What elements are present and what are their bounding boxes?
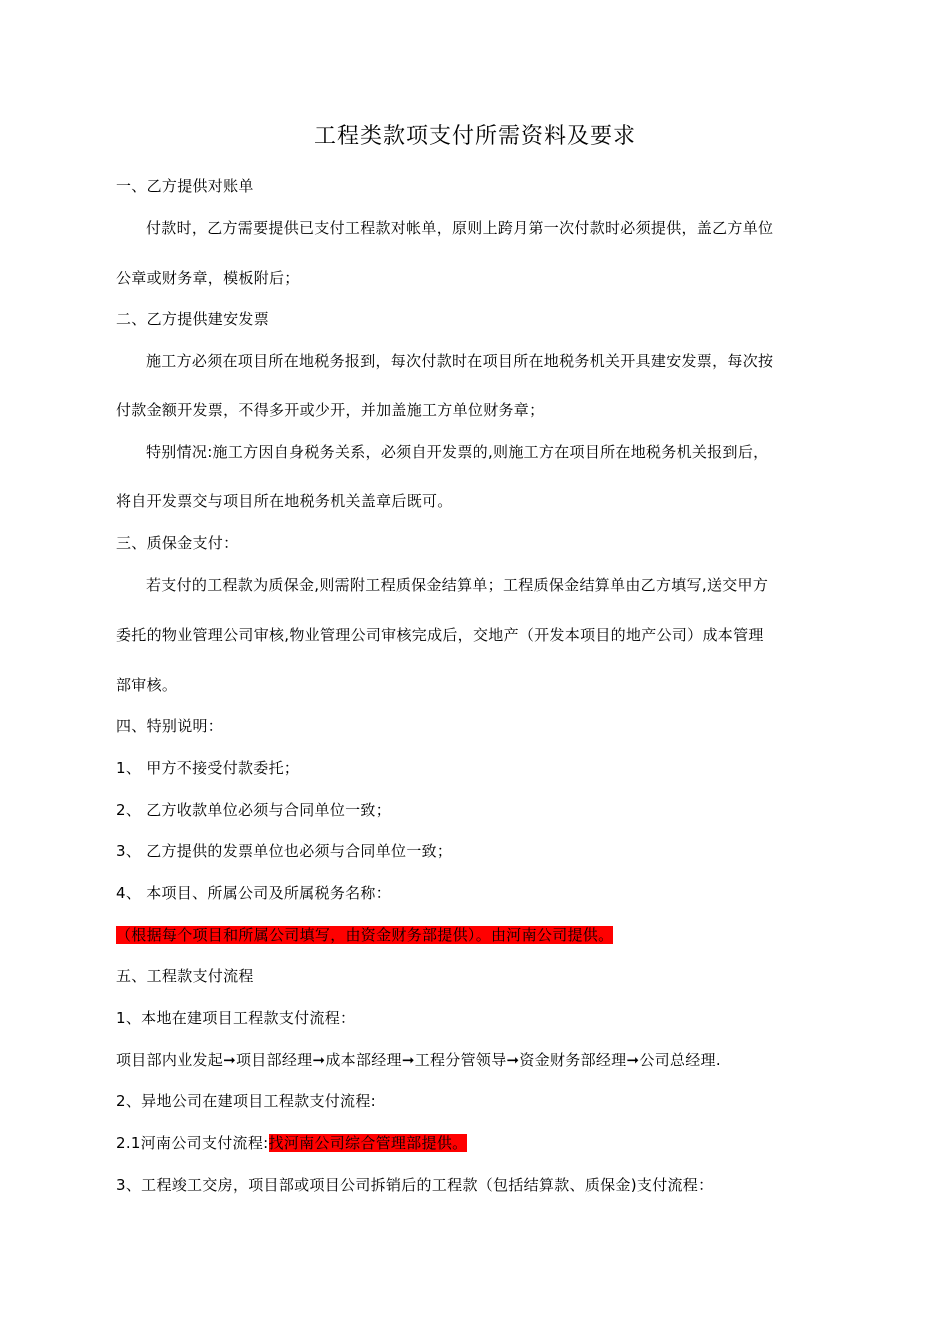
payment-flow-subheading: 2、异地公司在建项目工程款支付流程: (116, 1092, 376, 1110)
section-1-paragraph-line: 付款时，乙方需要提供已支付工程款对帐单，原则上跨月第一次付款时必须提供，盖乙方单位 (146, 219, 774, 237)
section-3-paragraph-line: 部审核。 (116, 676, 178, 694)
payment-flow-steps: 项目部内业发起➞项目部经理➞成本部经理➞工程分管领导➞资金财务部经理➞公司总经理. (116, 1051, 721, 1069)
section-4-heading: 四、特别说明： (116, 717, 224, 735)
section-2-special-line: 将自开发票交与项目所在地税务机关盖章后既可。 (116, 492, 453, 510)
section-5-heading: 五、工程款支付流程 (116, 967, 254, 985)
section-3-paragraph-line: 若支付的工程款为质保金,则需附工程质保金结算单；工程质保金结算单由乙方填写,送交甲方 (146, 576, 769, 594)
payment-flow-subheading: 3、工程竣工交房，项目部或项目公司拆销后的工程款（包括结算款、质保金)支付流程： (116, 1176, 714, 1194)
section-1-paragraph-line: 公章或财务章，模板附后； (116, 269, 300, 287)
document-title: 工程类款项支付所需资料及要求 (313, 124, 636, 149)
highlighted-text: （根据每个项目和所属公司填写，由资金财务部提供）。由河南公司提供。 (116, 926, 614, 944)
section-2-paragraph-line: 施工方必须在项目所在地税务报到，每次付款时在项目所在地税务机关开具建安发票，每次按 (146, 352, 774, 370)
section-3-paragraph-line: 委托的物业管理公司审核,物业管理公司审核完成后，交地产（开发本项目的地产公司）成本管理 (116, 626, 764, 644)
payment-flow-subheading: 1、本地在建项目工程款支付流程： (116, 1009, 356, 1027)
special-note-item: 4、 本项目、所属公司及所属税务名称： (116, 884, 392, 902)
section-2-paragraph-line: 付款金额开发票，不得多开或少开，并加盖施工方单位财务章； (116, 401, 545, 419)
special-note-item: 3、 乙方提供的发票单位也必须与合同单位一致； (116, 842, 453, 860)
special-note-item: 2、 乙方收款单位必须与合同单位一致； (116, 801, 392, 819)
section-2-special-line: 特别情况:施工方因自身税务关系，必须自开发票的,则施工方在项目所在地税务机关报到后， (146, 443, 769, 461)
section-2-heading: 二、乙方提供建安发票 (116, 310, 270, 328)
section-3-heading: 三、质保金支付： (116, 534, 239, 552)
henan-payment-flow (116, 1132, 467, 1154)
section-1-heading: 一、乙方提供对账单 (116, 177, 254, 195)
highlighted-text: 找河南公司综合管理部提供。 (268, 1134, 468, 1152)
special-note-item: 1、 甲方不接受付款委托； (116, 759, 300, 777)
henan-flow-label: 2.1河南公司支付流程: (116, 1134, 269, 1152)
highlight-note (116, 924, 613, 946)
